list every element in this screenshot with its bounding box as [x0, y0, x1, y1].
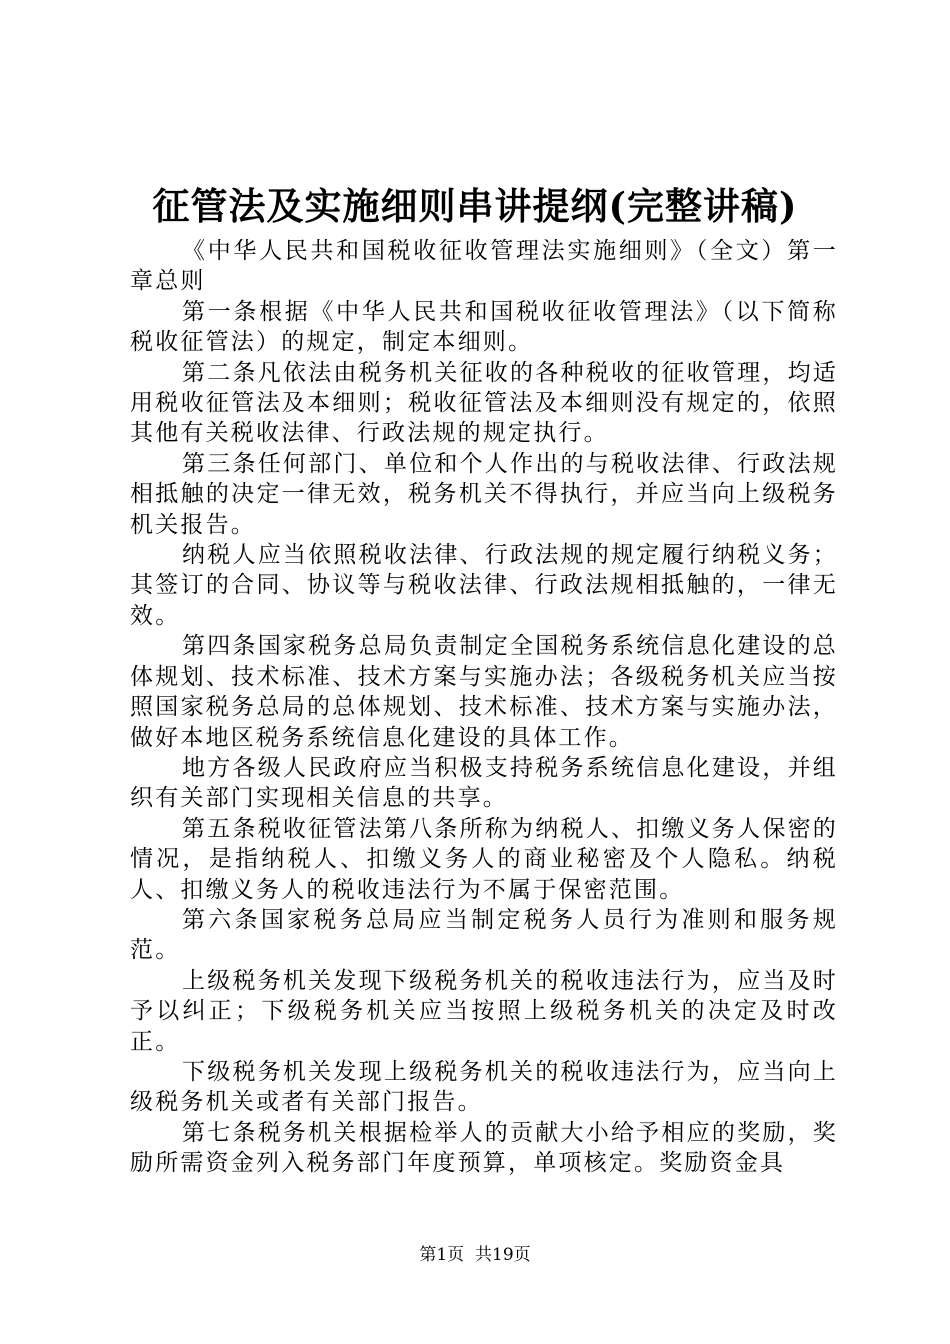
document-body	[130, 236, 838, 1179]
paragraph: 下级税务机关发现上级税务机关的税收违法行为，应当向上级税务机关或者有关部门报告。	[130, 1058, 838, 1116]
page-total: 共19页	[475, 1245, 531, 1265]
paragraph: 第二条凡依法由税务机关征收的各种税收的征收管理，均适用税收征管法及本细则；税收征管法及本细则没有规定的，依照其他有关税收法律、行政法规的规定执行。	[130, 359, 838, 447]
paragraph: 第五条税收征管法第八条所称为纳税人、扣缴义务人保密的情况，是指纳税人、扣缴义务人的商业秘密及个人隐私。纳税人、扣缴义务人的税收违法行为不属于保密范围。	[130, 815, 838, 903]
page-number: 第1页	[419, 1245, 465, 1265]
footer-gap	[464, 1245, 475, 1265]
document-title: 征管法及实施细则串讲提纲(完整讲稿)	[152, 184, 798, 228]
paragraph: 第一条根据《中华人民共和国税收征收管理法》（以下简称税收征管法）的规定，制定本细则。	[130, 298, 838, 356]
paragraph: 第六条国家税务总局应当制定税务人员行为准则和服务规范。	[130, 906, 838, 964]
paragraph: 第四条国家税务总局负责制定全国税务系统信息化建设的总体规划、技术标准、技术方案与实施办法；各级税务机关应当按照国家税务总局的总体规划、技术标准、技术方案与实施办法，做好本地区税务系统信息化建设的具体工作。	[130, 633, 838, 751]
paragraph: 第三条任何部门、单位和个人作出的与税收法律、行政法规相抵触的决定一律无效，税务机关不得执行，并应当向上级税务机关报告。	[130, 450, 838, 538]
paragraph: 纳税人应当依照税收法律、行政法规的规定履行纳税义务；其签订的合同、协议等与税收法律、行政法规相抵触的，一律无效。	[130, 542, 838, 629]
paragraph: 《中华人民共和国税收征收管理法实施细则》（全文）第一章总则	[130, 238, 838, 295]
paragraph: 上级税务机关发现下级税务机关的税收违法行为，应当及时予以纠正；下级税务机关应当按照上级税务机关的决定及时改正。	[130, 967, 838, 1055]
paragraph: 第七条税务机关根据检举人的贡献大小给予相应的奖励，奖励所需资金列入税务部门年度预算，单项核定。奖励资金具	[130, 1119, 838, 1177]
page-footer	[0, 1244, 950, 1266]
paragraph: 地方各级人民政府应当积极支持税务系统信息化建设，并组织有关部门实现相关信息的共享。	[130, 754, 838, 812]
